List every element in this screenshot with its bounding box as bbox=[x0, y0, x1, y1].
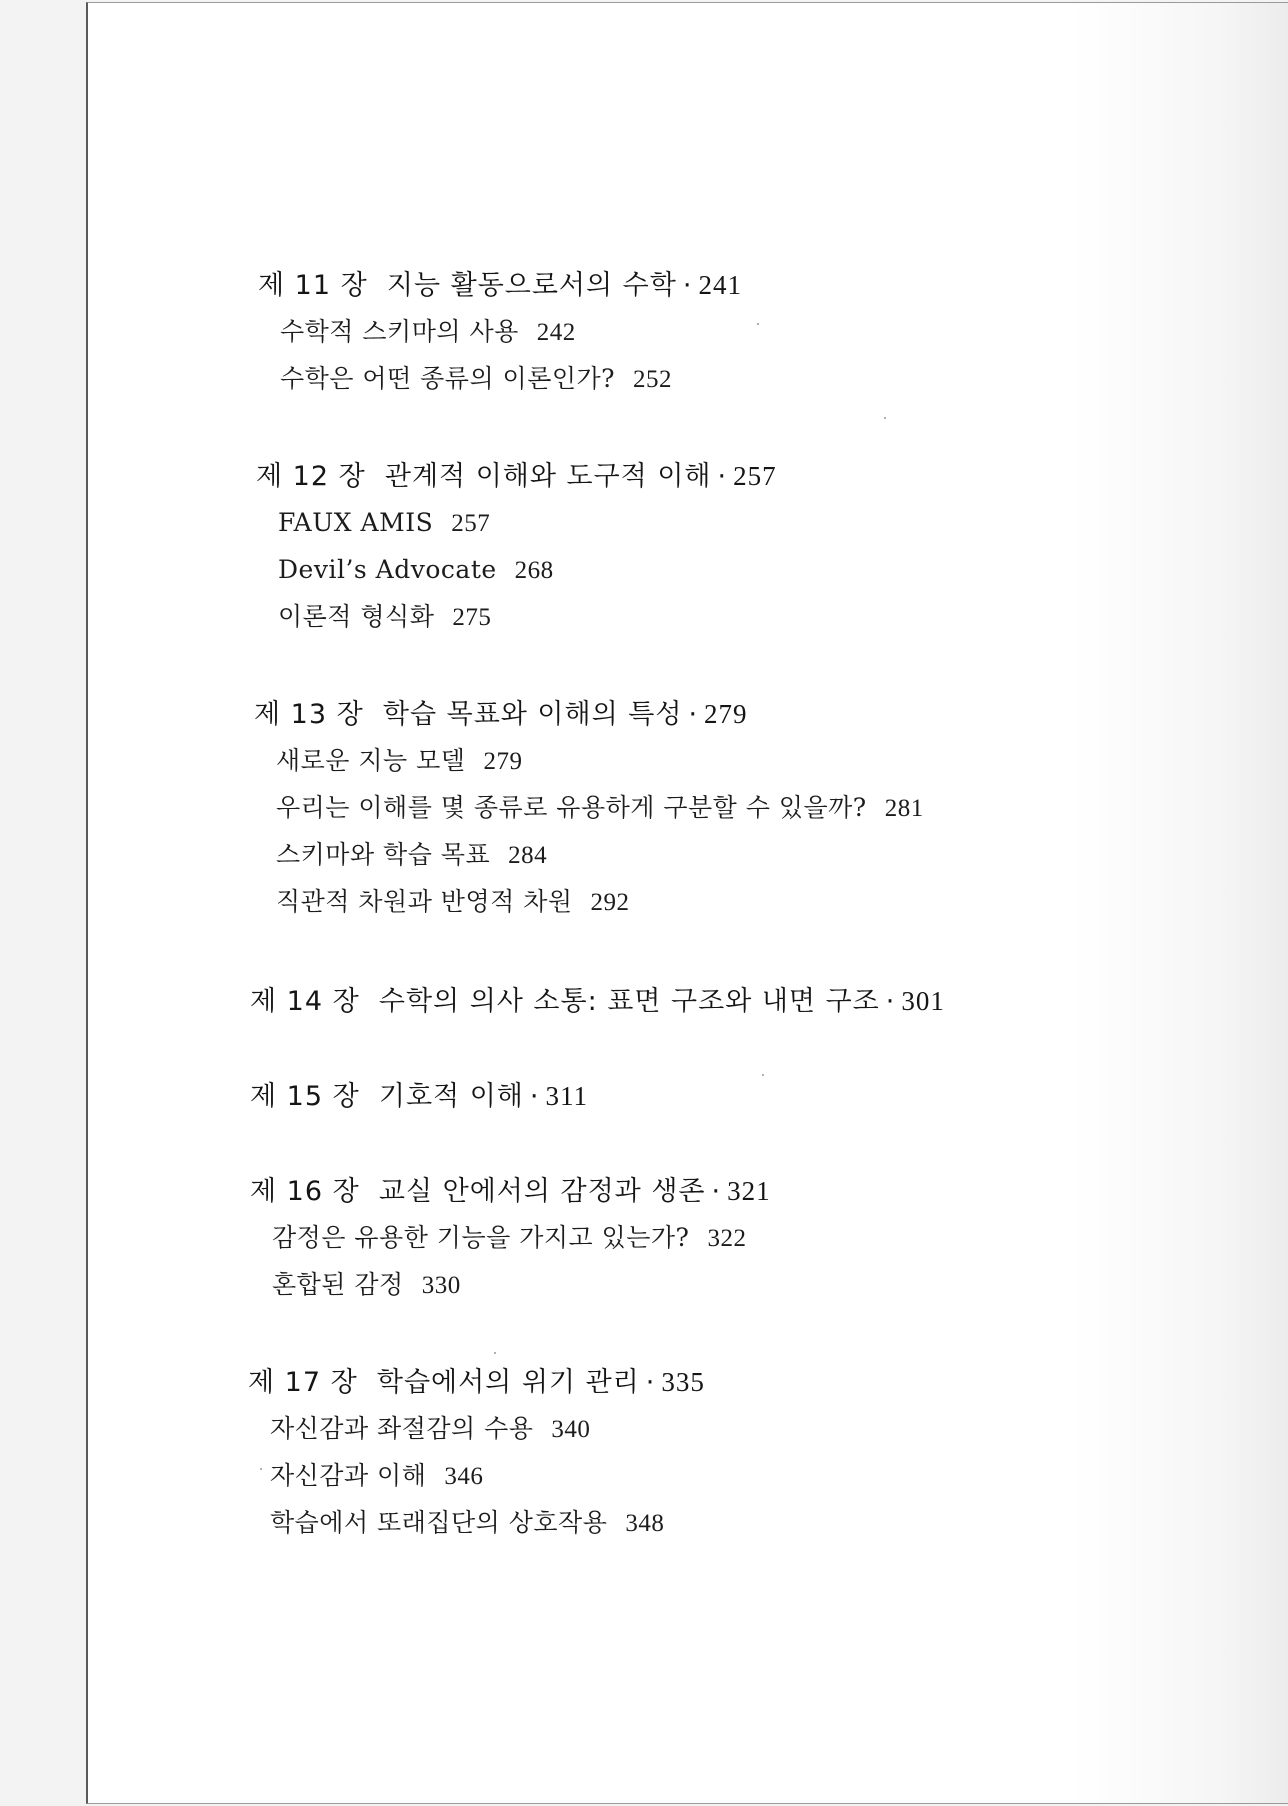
chapter-13 bbox=[254, 697, 924, 919]
toc-entry bbox=[256, 553, 777, 587]
chapter-heading: 제 15 장 기호적 이해 · 311 bbox=[250, 1081, 588, 1112]
section-title: 우리는 이해를 몇 종류로 유용하게 구분할 수 있을까? bbox=[276, 793, 867, 822]
toc-entry bbox=[254, 791, 924, 825]
chapter-label: 제 11 장 bbox=[258, 270, 368, 301]
chapter-11 bbox=[258, 268, 742, 396]
chapter-title: 교실 안에서의 감정과 생존 bbox=[378, 1176, 706, 1207]
chapter-page: 311 bbox=[545, 1081, 588, 1111]
toc-entry bbox=[248, 1459, 705, 1493]
chapter-heading: 제 13 장 학습 목표와 이해의 특성 · 279 bbox=[254, 699, 748, 730]
chapter-page: 241 bbox=[698, 270, 742, 300]
scan-speck bbox=[884, 417, 886, 419]
section-page: 281 bbox=[884, 795, 924, 822]
toc-entry bbox=[248, 1412, 705, 1446]
chapter-title: 관계적 이해와 도구적 이해 bbox=[384, 461, 712, 492]
toc-entry bbox=[254, 744, 924, 778]
section-page: 242 bbox=[536, 319, 576, 346]
section-title: 수학은 어떤 종류의 이론인가? bbox=[280, 364, 616, 393]
section-page: 340 bbox=[551, 1416, 591, 1443]
section-page: 252 bbox=[633, 366, 673, 393]
chapter-heading: 제 16 장 교실 안에서의 감정과 생존 · 321 bbox=[250, 1176, 771, 1207]
section-page: 348 bbox=[625, 1510, 665, 1537]
scan-speck bbox=[762, 1074, 764, 1076]
chapter-15 bbox=[250, 1079, 588, 1113]
section-page: 330 bbox=[421, 1272, 461, 1299]
toc-entry bbox=[258, 315, 742, 349]
chapter-17 bbox=[248, 1365, 705, 1540]
section-page: 292 bbox=[590, 889, 630, 916]
scan-speck bbox=[757, 323, 759, 325]
section-title: Devil’s Advocate bbox=[278, 555, 497, 584]
section-page: 257 bbox=[451, 510, 491, 537]
chapter-label: 제 12 장 bbox=[256, 461, 366, 492]
section-page: 284 bbox=[508, 842, 548, 869]
toc-entry bbox=[250, 1221, 771, 1255]
chapter-14 bbox=[250, 984, 945, 1018]
table-of-contents bbox=[88, 3, 1288, 1803]
chapter-title: 기호적 이해 bbox=[378, 1081, 524, 1112]
section-title: 자신감과 이해 bbox=[270, 1461, 427, 1490]
toc-entry bbox=[256, 600, 777, 634]
chapter-12 bbox=[256, 459, 777, 634]
chapter-heading: 제 11 장 지능 활동으로서의 수학 · 241 bbox=[258, 270, 742, 301]
chapter-heading: 제 14 장 수학의 의사 소통: 표면 구조와 내면 구조 · 301 bbox=[250, 986, 945, 1017]
scan-speck bbox=[260, 1468, 262, 1470]
toc-entry bbox=[258, 362, 742, 396]
chapter-page: 335 bbox=[661, 1367, 705, 1397]
chapter-label: 제 15 장 bbox=[250, 1081, 360, 1112]
toc-entry bbox=[254, 838, 924, 872]
section-page: 279 bbox=[483, 748, 523, 775]
chapter-page: 301 bbox=[901, 986, 945, 1016]
section-title: FAUX AMIS bbox=[278, 508, 434, 537]
chapter-label: 제 17 장 bbox=[248, 1367, 358, 1398]
chapter-label: 제 14 장 bbox=[250, 986, 360, 1017]
toc-entry bbox=[254, 885, 924, 919]
chapter-title: 지능 활동으로서의 수학 bbox=[386, 270, 677, 301]
section-page: 275 bbox=[452, 604, 492, 631]
section-title: 학습에서 또래집단의 상호작용 bbox=[270, 1508, 608, 1537]
chapter-title: 수학의 의사 소통: 표면 구조와 내면 구조 bbox=[378, 986, 880, 1017]
toc-entry bbox=[248, 1506, 705, 1540]
chapter-title: 학습에서의 위기 관리 bbox=[376, 1367, 640, 1398]
section-page: 268 bbox=[514, 557, 554, 584]
section-title: 자신감과 좌절감의 수용 bbox=[270, 1414, 534, 1443]
section-page: 322 bbox=[707, 1225, 747, 1252]
chapter-title: 학습 목표와 이해의 특성 bbox=[382, 699, 683, 730]
book-page bbox=[86, 2, 1288, 1804]
chapter-page: 279 bbox=[704, 699, 748, 729]
section-title: 새로운 지능 모델 bbox=[276, 746, 466, 775]
chapter-16 bbox=[250, 1174, 771, 1302]
section-page: 346 bbox=[444, 1463, 484, 1490]
section-title: 수학적 스키마의 사용 bbox=[280, 317, 519, 346]
chapter-label: 제 16 장 bbox=[250, 1176, 360, 1207]
section-title: 이론적 형식화 bbox=[278, 602, 435, 631]
section-title: 직관적 차원과 반영적 차원 bbox=[276, 887, 573, 916]
chapter-heading: 제 17 장 학습에서의 위기 관리 · 335 bbox=[248, 1367, 705, 1398]
chapter-page: 321 bbox=[727, 1176, 771, 1206]
toc-entry bbox=[256, 506, 777, 540]
scan-speck bbox=[494, 1352, 496, 1354]
chapter-label: 제 13 장 bbox=[254, 699, 364, 730]
chapter-page: 257 bbox=[733, 461, 777, 491]
toc-entry bbox=[250, 1268, 771, 1302]
chapter-heading: 제 12 장 관계적 이해와 도구적 이해 · 257 bbox=[256, 461, 777, 492]
section-title: 감정은 유용한 기능을 가지고 있는가? bbox=[272, 1223, 690, 1252]
section-title: 혼합된 감정 bbox=[272, 1270, 404, 1299]
section-title: 스키마와 학습 목표 bbox=[276, 840, 491, 869]
